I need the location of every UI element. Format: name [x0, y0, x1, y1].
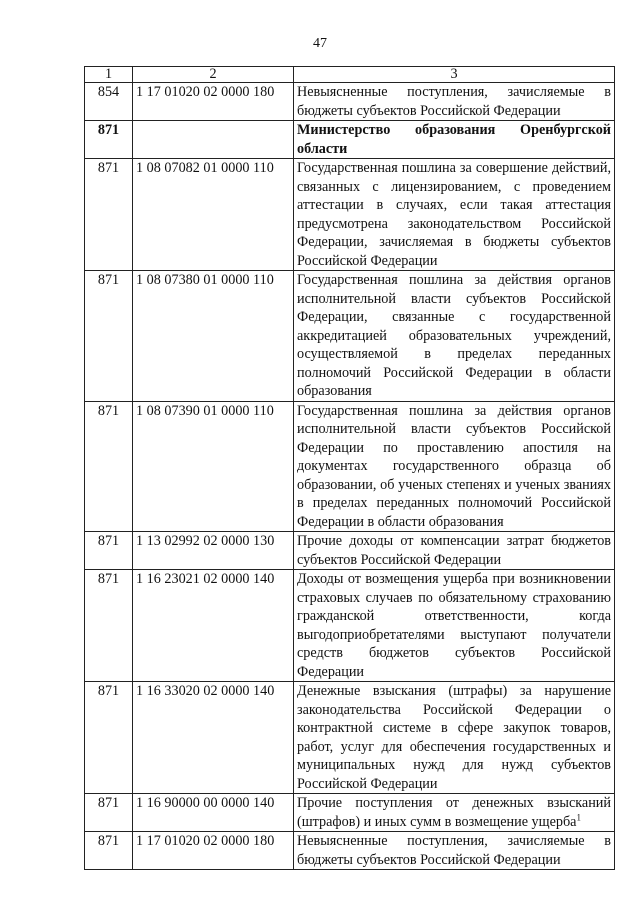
revenue-name-cell: [294, 271, 615, 402]
revenue-name-cell-text: Невыясненные поступления, зачисляемые в бюджеты субъектов Российской Федерации: [297, 84, 611, 119]
budget-code-cell-text: 1 16 23021 02 0000 140: [136, 571, 275, 587]
table-row: [85, 159, 615, 271]
revenue-codes-table: [84, 66, 615, 870]
budget-code-cell-text: 1 13 02992 02 0000 130: [136, 533, 275, 549]
table-row: [85, 532, 615, 570]
column-header: 3: [294, 67, 615, 83]
revenue-name-cell: [294, 83, 615, 121]
admin-code-cell: [85, 794, 133, 832]
table-row: [85, 682, 615, 794]
admin-code-cell-text: 854: [97, 84, 120, 100]
admin-code-cell: [85, 832, 133, 870]
table-row: [85, 271, 615, 402]
budget-code-cell: [133, 794, 294, 832]
admin-code-cell: [85, 532, 133, 570]
revenue-name-cell-text: Доходы от возмещения ущерба при возникновении страховых случаев по обязательному страхованию гражданской ответственности, когда выгодоприобретателями выступают получатели средств бюджетов субъектов Российской Федерации: [297, 571, 611, 680]
column-header: 1: [85, 67, 133, 83]
table-header-row: [85, 67, 615, 83]
revenue-name-cell: [294, 832, 615, 870]
revenue-name-cell: [294, 121, 615, 159]
admin-code-cell: [85, 570, 133, 682]
budget-code-cell-text: 1 17 01020 02 0000 180: [136, 833, 275, 849]
table-body: [85, 83, 615, 870]
table-row: [85, 570, 615, 682]
revenue-name-cell: [294, 401, 615, 532]
table-row: [85, 83, 615, 121]
revenue-name-cell: [294, 794, 615, 832]
admin-code-cell: [85, 271, 133, 402]
admin-code-cell-text: 871: [97, 402, 120, 419]
admin-code-cell-text: 871: [97, 795, 120, 811]
revenue-name-cell-text: Государственная пошлина за действия органов исполнительной власти субъектов Российской Федерации по проставлению апостиля на документах государственного образца об образовании, об ученых степенях и ученых званиях в пределах переданных полномочий Российской Федерации в области образования: [297, 402, 611, 530]
revenue-name-cell-text: Министерство образования Оренбургской области: [297, 122, 611, 157]
budget-code-cell: [133, 121, 294, 159]
admin-code-cell-text: 871: [97, 833, 120, 849]
revenue-name-cell: [294, 532, 615, 570]
table-row: [85, 401, 615, 532]
footnote-marker: 1: [576, 811, 581, 822]
budget-code-cell-text: 1 08 07082 01 0000 110: [136, 160, 274, 176]
revenue-name-cell-text: Невыясненные поступления, зачисляемые в бюджеты субъектов Российской Федерации: [297, 833, 611, 868]
revenue-name-cell-text: Прочие поступления от денежных взысканий (штрафов) и иных сумм в возмещение ущерба: [297, 795, 611, 830]
admin-code-cell: [85, 121, 133, 159]
admin-code-cell-text: 871: [97, 571, 120, 587]
admin-code-cell: [85, 83, 133, 121]
admin-code-cell: [85, 159, 133, 271]
budget-code-cell-text: 1 16 90000 00 0000 140: [136, 795, 275, 811]
revenue-name-cell: [294, 682, 615, 794]
table-row: [85, 832, 615, 870]
revenue-name-cell-text: Прочие доходы от компенсации затрат бюджетов субъектов Российской Федерации: [297, 533, 611, 568]
budget-code-cell: [133, 532, 294, 570]
admin-code-cell-text: 871: [97, 683, 120, 699]
budget-code-cell-text: 1 08 07380 01 0000 110: [136, 272, 274, 288]
budget-code-cell-text: 1 16 33020 02 0000 140: [136, 683, 275, 699]
revenue-name-cell-text: Денежные взыскания (штрафы) за нарушение законодательства Российской Федерации о контрактной системе в сфере закупок товаров, работ, услуг для обеспечения государственных и муниципальных нужд для нужд субъектов Российской Федерации: [297, 683, 611, 792]
revenue-name-cell: [294, 570, 615, 682]
table-row: [85, 794, 615, 832]
admin-code-cell-text: 871: [97, 272, 120, 288]
column-header: 2: [133, 67, 294, 83]
budget-code-cell-text: 1 17 01020 02 0000 180: [136, 84, 275, 100]
revenue-name-cell-text: Государственная пошлина за действия органов исполнительной власти субъектов Российской Федерации, связанные с государственной аккредитацией образовательных учреждений, осуществляемой в пределах переданных полномочий Российской Федерации в области образования: [297, 272, 611, 399]
admin-code-cell-text: 871: [97, 122, 120, 138]
budget-code-cell: [133, 159, 294, 271]
budget-code-cell: [133, 570, 294, 682]
page-number: 47: [313, 36, 327, 51]
revenue-name-cell: [294, 159, 615, 271]
admin-code-cell-text: 871: [97, 533, 120, 549]
admin-code-cell: [85, 682, 133, 794]
admin-code-cell: [85, 401, 133, 532]
budget-code-cell-text: 1 08 07390 01 0000 110: [136, 402, 274, 419]
budget-code-cell: [133, 401, 294, 532]
budget-code-cell: [133, 83, 294, 121]
budget-code-cell: [133, 682, 294, 794]
admin-code-cell-text: 871: [97, 160, 120, 176]
budget-code-cell: [133, 271, 294, 402]
revenue-name-cell-text: Государственная пошлина за совершение действий, связанных с лицензированием, с проведением аттестации в случаях, если такая аттестация предусмотрена законодательством Российской Федерации, зачисляемая в бюджеты субъектов Российской Федерации: [297, 160, 611, 269]
table-row: [85, 121, 615, 159]
budget-code-cell: [133, 832, 294, 870]
